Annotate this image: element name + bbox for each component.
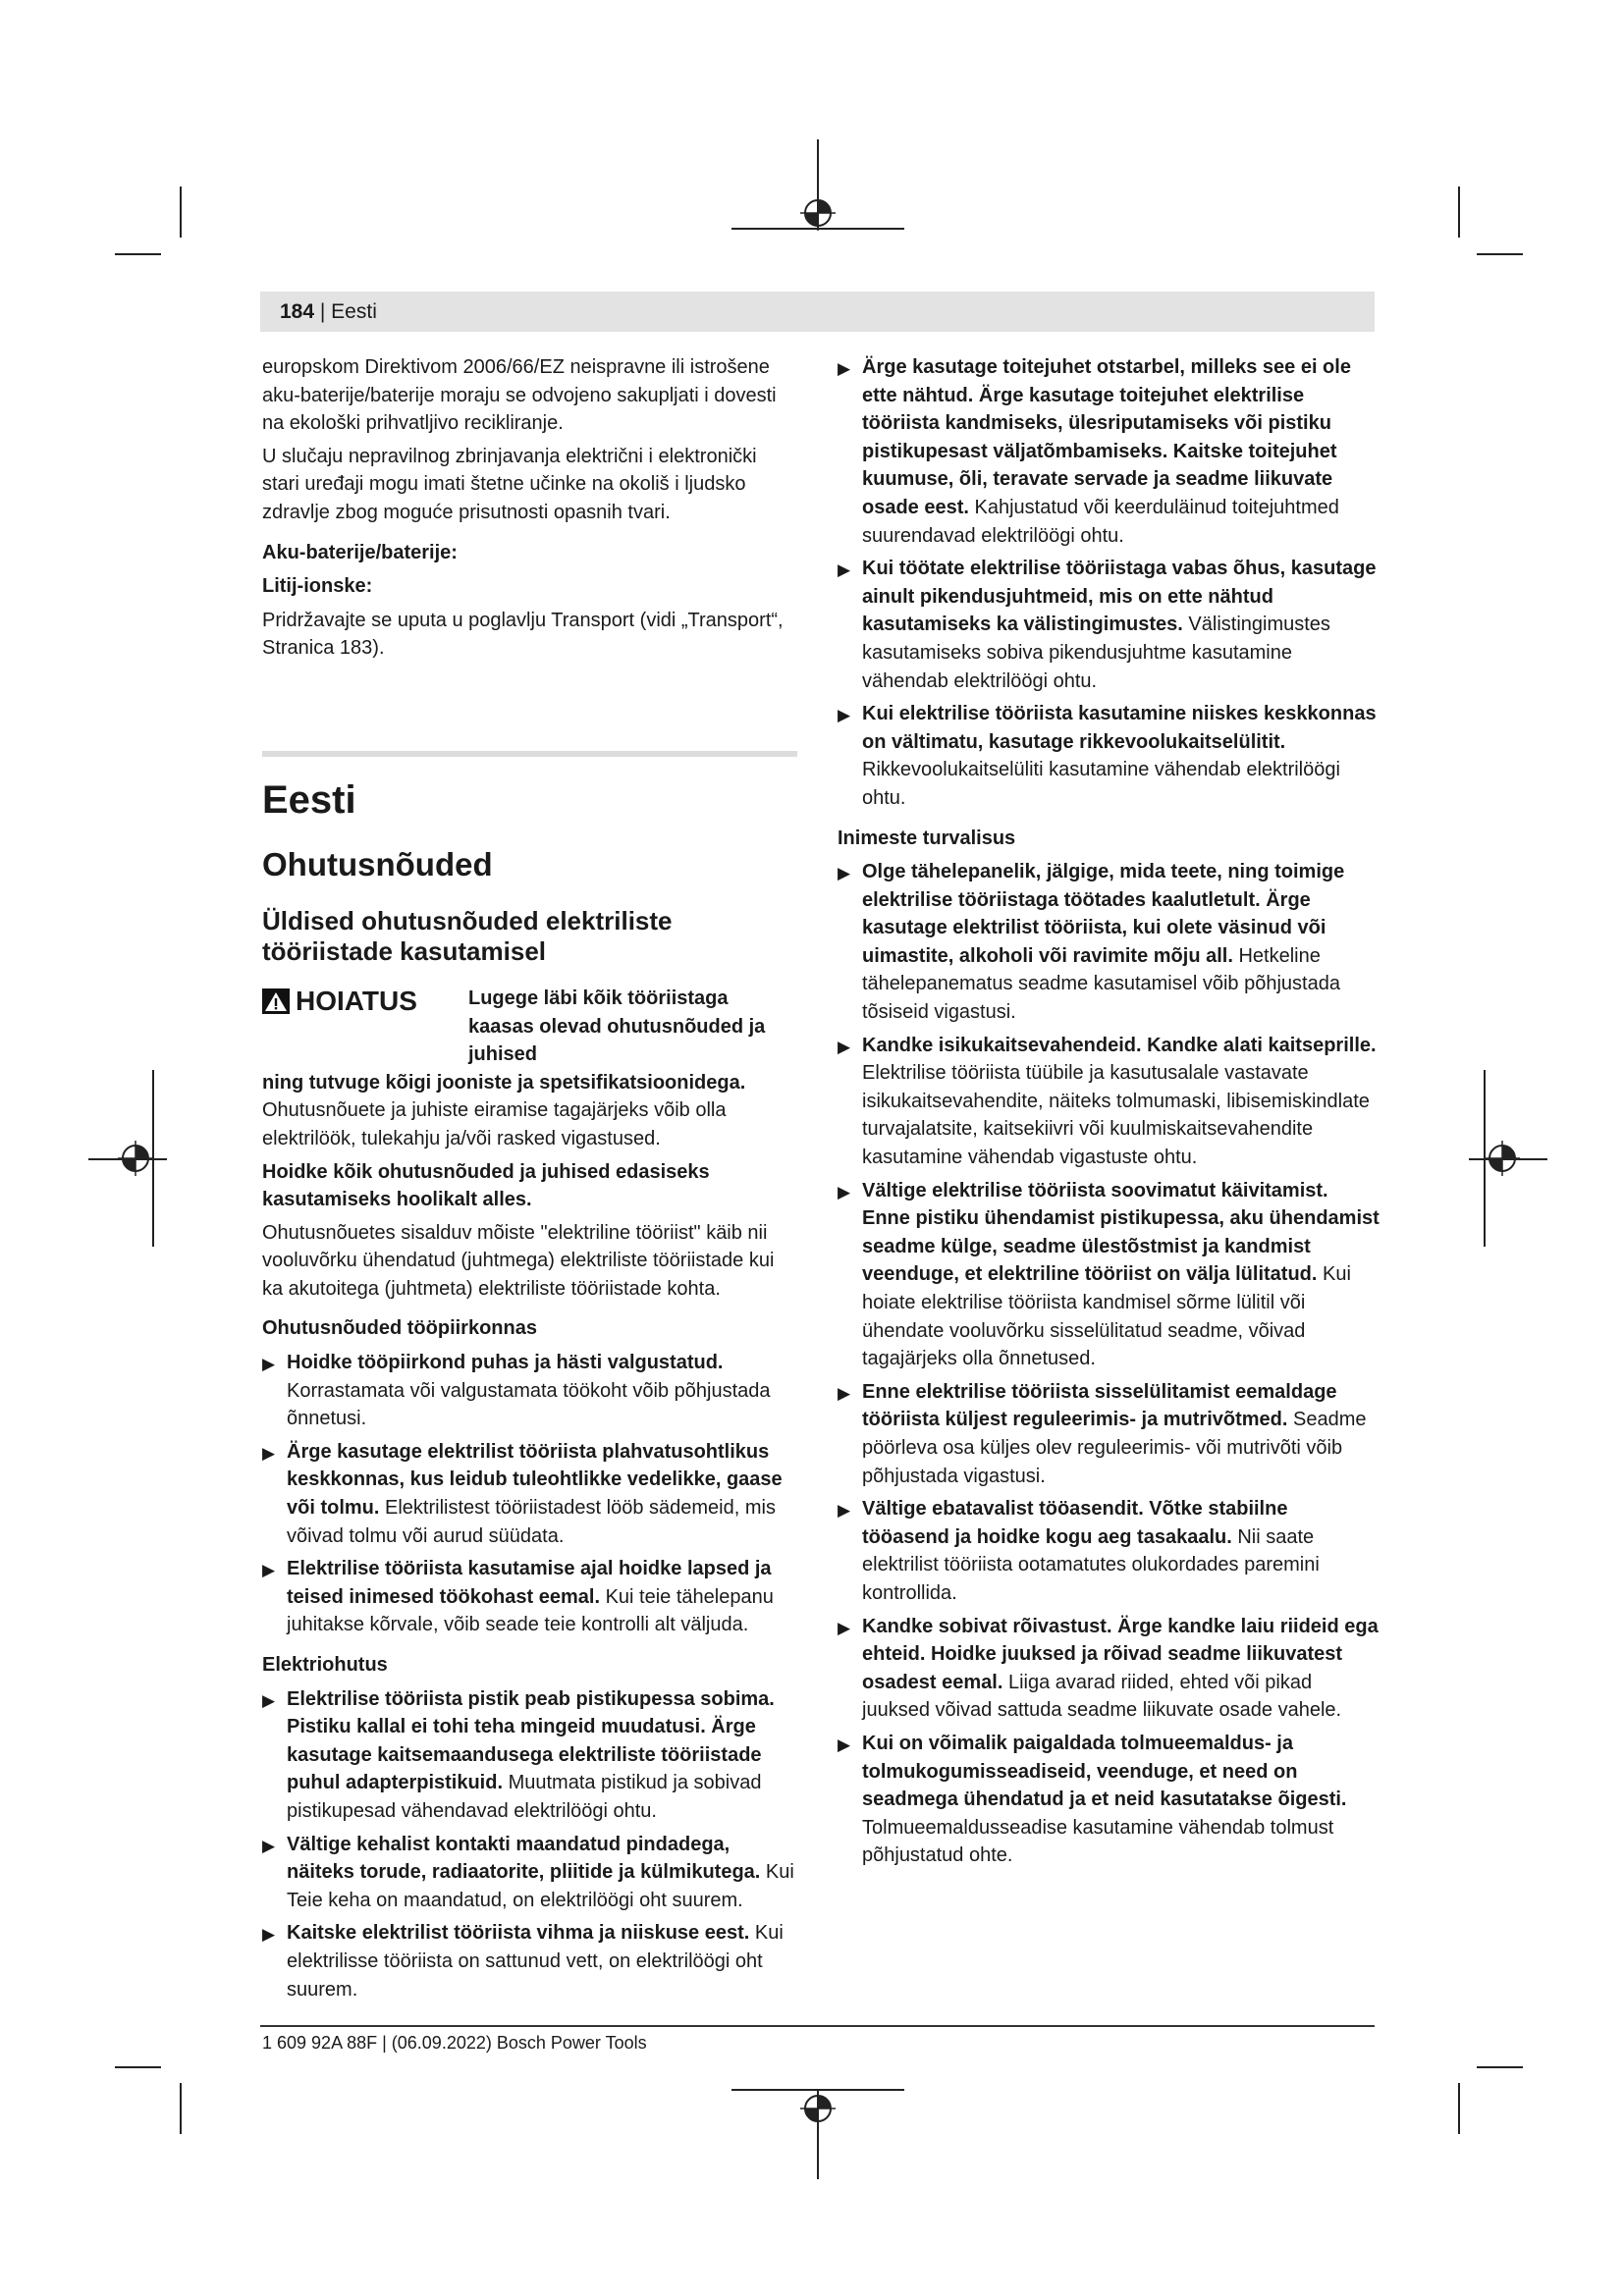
item-bold: Vältige kehalist kontakti maandatud pindadega, näiteks torude, radiaatorite, pliitide ja külmikutega. [287,1833,761,1884]
list-item [838,858,1380,1027]
footer-rule [260,2025,1375,2027]
triangle-bullet-icon: ▶ [838,1182,851,1201]
item-bold: Ärge kasutage toitejuhet otstarbel, milleks see ei ole ette nähtud. Ärge kasutage toitejuhet elektrilise tööriista kandmiseks, ülesriputamiseks või pistiku pistikupesast väljatõmbamiseks. Kaitske toitejuhet kuumuse, õli, teravate servade ja seadme liikuvate osade eest. [862,356,1351,518]
crop-mark [180,187,182,238]
list-item [838,1495,1380,1607]
triangle-bullet-icon: ▶ [262,1925,276,1945]
keep-instructions: Hoidke kõik ohutusnõuded ja juhised edasiseks kasutamiseks hoolikalt alles. [262,1160,710,1211]
triangle-bullet-icon: ▶ [262,1836,276,1855]
warning-continuation: ning tutvuge kõigi jooniste ja spetsifikatsioonidega. [262,1071,746,1094]
battery-heading: Aku-baterije/baterije: [262,541,458,563]
registration-mark-icon [800,195,836,231]
item-text: Kui hoiate elektrilise tööriista kandmisel sõrme lülitil või ühendate vooluvõrku sisselülitatud seadme, võivad tagajärjeks olla õnnetused. [862,1263,1351,1370]
item-bold: Kui töötate elektrilise tööriistaga vabas õhus, kasutage ainult pikendusjuhtmeid, mis on ette nähtud kasutamiseks ka välistingimustes. [862,558,1377,636]
item-bold: Vältige elektrilise tööriista soovimatut käivitamist. Enne pistiku ühendamist pistikupessa, aku ühendamist seadme külge, seadme ülestõstmist ja kandmist veenduge, et elektriline tööriist on välja lülitatud. [862,1179,1380,1286]
triangle-bullet-icon: ▶ [838,1383,851,1403]
item-bold: Vältige ebatavalist tööasendit. Võtke stabiilne tööasend ja hoidke kogu aeg tasakaalu. [862,1498,1288,1548]
list-item [838,1730,1380,1870]
list-item [262,1438,797,1550]
general-safety-title: Üldised ohutusnõuded elektriliste tööriistade kasutamisel [262,905,673,966]
warning-label [262,985,468,1018]
registration-mark-icon [1485,1141,1520,1176]
triangle-bullet-icon: ▶ [838,561,851,580]
item-text: Korrastamata või valgustamata töökoht võib põhjustada õnnetusi. [287,1379,771,1430]
page-title: Eesti [262,777,356,822]
term-definition: Ohutusnõuetes sisalduv mõiste "elektriline tööriist" käib nii vooluvõrku ühendatud (juhtmega) elektriliste tööriistade kui ka akutoitega (juhtmeta) elektriliste tööriistade kohta. [262,1221,775,1300]
crop-mark [1477,2066,1523,2068]
header-section: Eesti [331,300,377,323]
crop-mark [115,2066,161,2068]
item-bold: Kandke sobivat rõivastust. Ärge kandke laiu riideid ega ehteid. Hoidke juuksed ja rõivad seadme liikuvatest osadest eemal. [862,1615,1379,1693]
personal-safety-heading: Inimeste turvalisus [838,827,1016,849]
electric-heading: Elektriohutus [262,1654,388,1676]
triangle-bullet-icon: ▶ [262,1690,276,1710]
crop-mark [115,253,161,255]
triangle-bullet-icon: ▶ [838,706,851,725]
intro-paragraph: europskom Direktivom 2006/66/EZ neispravne ili istrošene aku-baterije/baterije moraju se odvojeno sakupljati i dovesti na ekološki prihvatljivo recikliranje. [262,356,777,435]
work-area-heading: Ohutusnõuded tööpiirkonnas [262,1317,537,1340]
crop-mark [1458,187,1460,238]
item-bold: Kui elektrilise tööriista kasutamine niiskes keskkonnas on vältimatu, kasutage rikkevoolukaitselülitit. [862,703,1377,753]
safety-title: Ohutusnõuded [262,845,493,882]
item-text: Muutmata pistikud ja sobivad pistikupesad vähendavad elektrilöögi ohtu. [287,1772,762,1822]
item-bold: Kaitske elektrilist tööriista vihma ja niiskuse eest. [287,1922,750,1945]
list-item [838,1613,1380,1725]
triangle-bullet-icon: ▶ [838,864,851,883]
triangle-bullet-icon: ▶ [262,1443,276,1463]
list-item [262,1831,797,1915]
item-bold: Enne elektrilise tööriista sisselülitamist eemaldage tööriista küljest reguleerimis- ja mutrivõtmed. [862,1380,1337,1431]
triangle-bullet-icon: ▶ [838,1735,851,1754]
item-text: Elektrilise tööriista tüübile ja kasutusalale vastavate isikukaitsevahendite, näiteks tolmumaski, libisemiskindlate turvajalatsite, kaitsekiivri või kuulmiskaitsevahendite kasutamine vähendab vigastuste ohtu. [862,1062,1370,1169]
warning-text: Ohutusnõuete ja juhiste eiramise tagajärjeks võib olla elektrilöök, tulekahju ja/või rasked vigastused. [262,1099,727,1149]
item-bold: Ärge kasutage elektrilist tööriista plahvatusohtlikus keskkonnas, kus leidub tuleohtlikke vedelikke, gaase või tolmu. [287,1440,783,1520]
triangle-bullet-icon: ▶ [262,1561,276,1580]
item-text: Liiga avarad riided, ehted või pikad juuksed võivad sattuda seadme liikuvate osade vahele. [862,1671,1342,1722]
list-item [838,1378,1380,1490]
registration-mark-icon [800,2091,836,2126]
list-item [838,353,1380,550]
left-column [262,353,797,2008]
list-item [838,555,1380,695]
triangle-bullet-icon: ▶ [838,1501,851,1521]
item-text: Kui elektrilisse tööriista on sattunud vett, on elektrilöögi oht suurem. [287,1922,784,2001]
registration-mark-icon [118,1141,153,1176]
warning-triangle-icon [262,988,290,1014]
list-item [838,700,1380,812]
item-text: Välistingimustes kasutamiseks sobiva pikendusjuhtme kasutamine vähendab elektrilöögi ohtu. [862,614,1330,692]
item-text: Seadme pöörleva osa küljes olev reguleerimis- või mutrivõti võib põhjustada vigastusi. [862,1409,1367,1487]
item-bold: Kandke isikukaitsevahendeid. Kandke alati kaitseprille. [862,1034,1377,1056]
crop-mark [1458,2083,1460,2134]
list-item [838,1032,1380,1172]
crop-mark [1477,253,1523,255]
item-text: Rikkevoolukaitselüliti kasutamine vähendab elektrilöögi ohtu. [862,759,1340,809]
item-text: Nii saate elektrilist tööriista ootamatutes olukordades paremini kontrollida. [862,1525,1320,1604]
warning-first-line: Lugege läbi kõik tööriistaga kaasas olevad ohutusnõuded ja juhised [468,987,766,1066]
page-header: 184 | Eesti [280,300,377,323]
liion-heading: Litij-ionske: [262,575,373,598]
triangle-bullet-icon: ▶ [838,359,851,378]
item-text: Kui Teie keha on maandatud, on elektrilöögi oht suurem. [287,1861,794,1911]
item-text: Kui teie tähelepanu juhitakse kõrvale, võib seade teie kontrolli alt väljuda. [287,1585,774,1636]
list-item [262,1919,797,2003]
triangle-bullet-icon: ▶ [838,1618,851,1637]
item-text: Tolmueemaldusseadise kasutamine vähendab tolmust põhjustatud ohte. [862,1816,1334,1867]
triangle-bullet-icon: ▶ [838,1037,851,1056]
list-item [262,1349,797,1433]
footer-text: 1 609 92A 88F | (06.09.2022) Bosch Power Tools [262,2033,647,2053]
section-divider [262,751,797,757]
right-column [838,353,1380,1875]
list-item [262,1555,797,1639]
intro-paragraph: U slučaju nepravilnog zbrinjavanja električni i elektronički stari uređaji mogu imati štetne učinke na okoliš i ljudsko zdravlje zbog moguće prisutnosti opasnih tvari. [262,445,757,523]
list-item [838,1177,1380,1373]
item-text: Elektrilistest tööriistadest lööb sädemeid, mis võivad tolmu või aurud süüdata. [287,1497,776,1547]
page-header-band [260,292,1375,332]
liion-text: Pridržavajte se uputa u poglavlju Transport (vidi „Transport“, Stranica 183). [262,609,784,660]
item-text: Kahjustatud või keerduläinud toitejuhtmed suurendavad elektrilöögi ohtu. [862,496,1339,547]
item-bold: Kui on võimalik paigaldada tolmueemaldus- ja tolmukogumisseadiseid, veenduge, et need on seadmega ühendatud ja et neid kasutatakse õigesti. [862,1732,1347,1811]
warning-label-text: HOIATUS [296,985,417,1016]
item-text: Hetkeline tähelepanematus seadme kasutamisel võib põhjustada tõsiseid vigastusi. [862,944,1340,1024]
item-bold: Olge tähelepanelik, jälgige, mida teete, ning toimige elektrilise tööriistaga töötades kaalutletult. Ärge kasutage elektrilist tööriista, kui olete väsinud või uimastite, alkoholi või ravimite mõju all. [862,861,1345,967]
item-bold: Elektrilise tööriista pistik peab pistikupessa sobima. Pistiku kallal ei tohi teha mingeid muudatusi. Ärge kasutage kaitsemaandusega elektriliste tööriistade puhul adapterpistikuid. [287,1687,775,1794]
list-item [262,1685,797,1826]
crop-mark [180,2083,182,2134]
page-number: 184 [280,300,315,323]
warning-block [262,985,797,1069]
item-bold: Hoidke tööpiirkond puhas ja hästi valgustatud. [287,1352,724,1374]
item-bold: Elektrilise tööriista kasutamise ajal hoidke lapsed ja teised inimesed töökohast eemal. [287,1558,772,1608]
triangle-bullet-icon: ▶ [262,1355,276,1374]
